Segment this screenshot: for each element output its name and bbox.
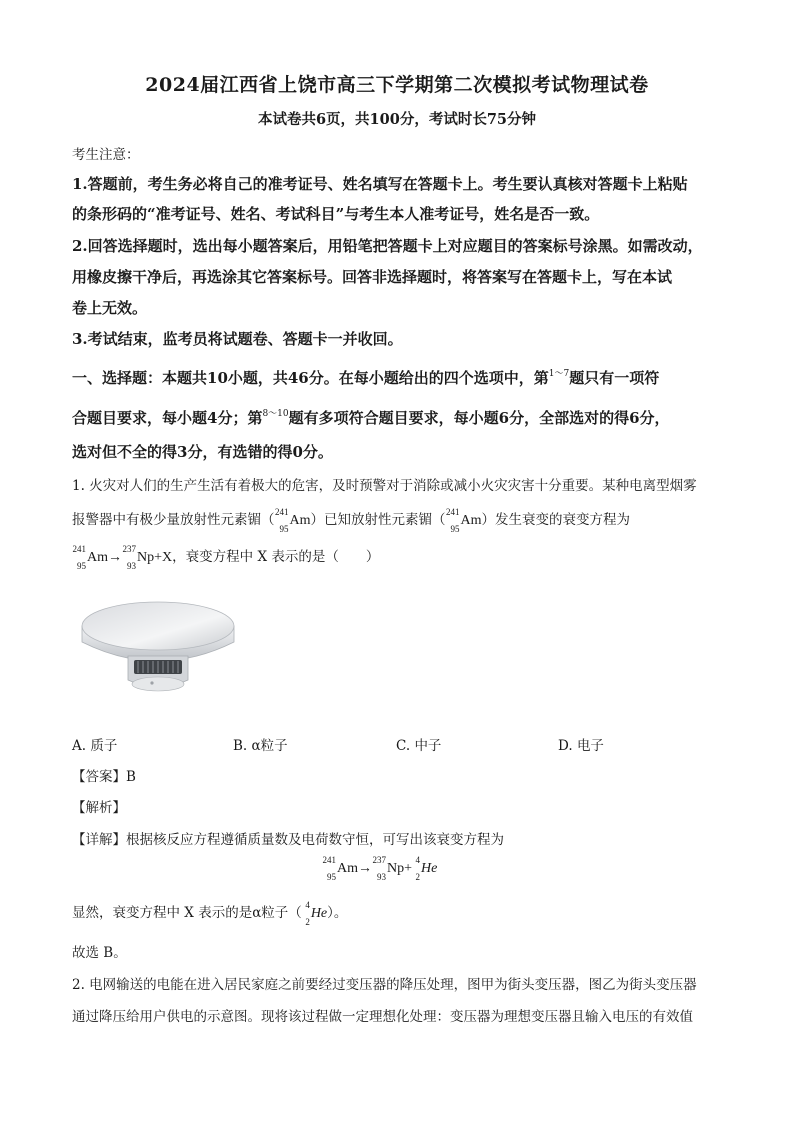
charge-number: 93	[127, 561, 136, 571]
decay-equation-full	[322, 856, 437, 882]
question-range: 8～10	[262, 409, 289, 419]
section-instructions-line3: 选对但不全的得3分，有选错的得0分。	[72, 443, 333, 461]
option-text: α粒子	[251, 738, 288, 754]
q1-stem-line1: 1. 火灾对人们的生产生活有着极大的危害，及时预警对于消除或减小火灾灾害十分重要。某种电离型烟雾	[72, 478, 697, 494]
reaction-arrow: →	[108, 550, 122, 565]
mass-number: 237	[372, 855, 386, 865]
unknown-particle: X	[162, 550, 173, 565]
page-title: 2024届江西省上饶市高三下学期第二次模拟考试物理试卷	[145, 74, 649, 96]
notice-line: 卷上无效。	[72, 299, 148, 317]
mass-number: 241	[275, 507, 289, 517]
section-instructions-line2	[72, 406, 670, 428]
option-c[interactable]	[396, 734, 441, 754]
mass-number: 241	[322, 855, 336, 865]
q1-text: 报警器中有极少量放射性元素镅（	[72, 512, 275, 529]
mass-number: 241	[72, 544, 86, 554]
nuclide-am-241	[275, 507, 311, 534]
option-letter: B.	[233, 738, 248, 754]
charge-number: 2	[415, 872, 421, 882]
q2-stem-line1: 2. 电网输送的电能在进入居民家庭之前要经过变压器的降压处理，图甲为街头变压器，图乙为街头变压器	[72, 977, 697, 993]
analysis-tag: 【解析】	[72, 800, 126, 816]
mass-number: 4	[415, 855, 421, 865]
detail-tag: 【详解】	[72, 832, 126, 848]
q1-text: ）已知放射性元素镅（	[310, 512, 446, 529]
reaction-arrow: →	[358, 861, 372, 876]
q2-stem-line2: 通过降压给用户供电的示意图。现将该过程做一定理想化处理：变压器为理想变压器且输入电压的有效值	[72, 1009, 693, 1025]
conclusion-line	[72, 901, 347, 927]
option-a[interactable]	[72, 734, 117, 754]
final-choice: 故选 B。	[72, 945, 127, 961]
section-text: 题有多项符合题目要求，每小题6分，全部选对的得6分，	[288, 409, 670, 427]
notice-line: 用橡皮擦干净后，再选涂其它答案标号。回答非选择题时，将答案写在答题卡上，写在本试	[72, 268, 673, 286]
charge-number: 95	[77, 561, 86, 571]
conclusion-text: 显然，衰变方程中 X 表示的是α粒子（	[72, 905, 302, 922]
mass-number: 241	[446, 507, 460, 517]
option-b[interactable]	[233, 734, 288, 754]
decay-equation	[72, 544, 173, 571]
answer-line	[72, 765, 136, 785]
conclusion-text: ）。	[327, 905, 348, 922]
answer-value: B	[126, 769, 136, 785]
detail-text: 根据核反应方程遵循质量数及电荷数守恒，可写出该衰变方程为	[126, 832, 504, 848]
charge-number: 95	[279, 524, 289, 534]
section-text: 题只有一项符	[569, 369, 660, 387]
section-text: 一、选择题：本题共10小题，共46分。在每小题给出的四个选项中，第	[72, 369, 549, 387]
answer-tag: 【答案】	[72, 769, 126, 785]
charge-number: 93	[377, 872, 386, 882]
element-symbol: He	[310, 906, 328, 921]
question-range: 1～7	[548, 369, 570, 379]
charge-number: 95	[327, 872, 336, 882]
q1-text: ）发生衰变的衰变方程为	[481, 512, 630, 529]
notice-heading: 考生注意：	[72, 147, 140, 163]
mass-number: 237	[122, 544, 136, 554]
option-letter: A.	[72, 738, 87, 754]
element-symbol: Am	[289, 513, 311, 528]
element-symbol: Am	[337, 861, 358, 876]
option-d[interactable]	[558, 734, 604, 754]
option-letter: C.	[396, 738, 411, 754]
section-text: 合题目要求，每小题4分；第	[72, 409, 263, 427]
plus-sign: +	[404, 861, 413, 876]
notice-line: 的条形码的“准考证号、姓名、考试科目”与考生本人准考证号，姓名是否一致。	[72, 205, 600, 223]
plus-sign: +	[154, 550, 163, 565]
element-symbol: Np	[387, 861, 405, 876]
notice-line: 2.回答选择题时，选出每小题答案后，用铅笔把答题卡上对应题目的答案标号涂黑。如需改动，	[72, 237, 703, 255]
element-symbol: Am	[87, 550, 108, 565]
element-symbol: Np	[137, 550, 155, 565]
q1-stem-line3	[72, 545, 379, 571]
detail-line	[72, 828, 504, 848]
option-letter: D.	[558, 738, 573, 754]
nuclide-am-241	[446, 507, 482, 534]
notice-line: 3.考试结束，监考员将试题卷、答题卡一并收回。	[72, 330, 403, 348]
section-instructions-line1	[72, 366, 659, 388]
charge-number: 95	[450, 524, 460, 534]
element-symbol: He	[421, 861, 438, 876]
charge-number: 2	[305, 917, 310, 927]
mass-number: 4	[305, 900, 310, 910]
option-text: 中子	[414, 738, 442, 754]
q1-stem-line2	[72, 508, 630, 534]
option-text: 质子	[90, 738, 118, 754]
q1-text: ，衰变方程中 X 表示的是（ ）	[172, 549, 380, 566]
smoke-detector-image	[78, 598, 238, 702]
notice-line: 1.答题前，考生务必将自己的准考证号、姓名填写在答题卡上。考生要认真核对答题卡上粘贴	[72, 175, 688, 193]
element-symbol: Am	[460, 513, 482, 528]
option-text: 电子	[576, 738, 604, 754]
page-subtitle: 本试卷共6页，共100分，考试时长75分钟	[257, 111, 537, 128]
